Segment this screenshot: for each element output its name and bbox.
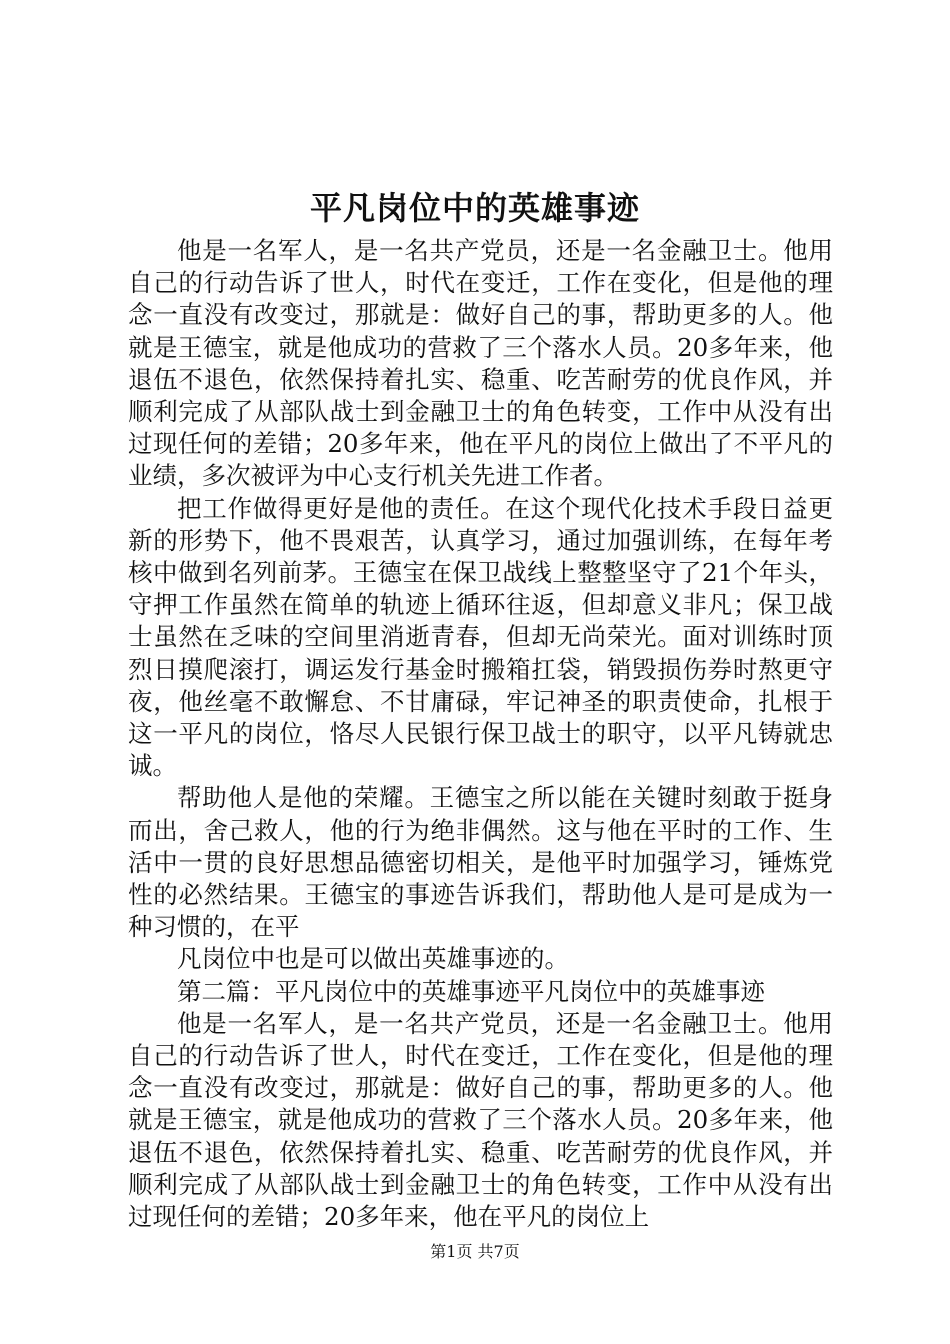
document-body xyxy=(128,235,833,1233)
document-title: 平凡岗位中的英雄事迹 xyxy=(309,189,640,227)
paragraph: 他是一名军人，是一名共产党员，还是一名金融卫士。他用自己的行动告诉了世人，时代在变迁，工作在变化，但是他的理念一直没有改变过，那就是：做好自己的事，帮助更多的人。他就是王德宝，就是他成功的营救了三个落水人员。20多年来，他退伍不退色，依然保持着扎实、稳重、吃苦耐劳的优良作风，并顺利完成了从部队战士到金融卫士的角色转变，工作中从没有出过现任何的差错；20多年来，他在平凡的岗位上 xyxy=(128,1008,833,1232)
paragraph: 把工作做得更好是他的责任。在这个现代化技术手段日益更新的形势下，他不畏艰苦，认真学习，通过加强训练，在每年考核中做到名列前茅。王德宝在保卫战线上整整坚守了21个年头，守押工作虽然在简单的轨迹上循环往返，但却意义非凡；保卫战士虽然在乏味的空间里消逝青春，但却无尚荣光。面对训练时顶烈日摸爬滚打，调运发行基金时搬箱扛袋，销毁损伤券时熬更守夜，他丝毫不敢懈怠、不甘庸碌，牢记神圣的职责使命，扎根于这一平凡的岗位，恪尽人民银行保卫战士的职守，以平凡铸就忠诚。 xyxy=(128,493,833,781)
paragraph: 帮助他人是他的荣耀。王德宝之所以能在关键时刻敢于挺身而出，舍己救人，他的行为绝非偶然。这与他在平时的工作、生活中一贯的良好思想品德密切相关，是他平时加强学习，锤炼党性的必然结果。王德宝的事迹告诉我们，帮助他人是可是成为一种习惯的，在平 xyxy=(128,783,833,942)
paragraph: 他是一名军人，是一名共产党员，还是一名金融卫士。他用自己的行动告诉了世人，时代在变迁，工作在变化，但是他的理念一直没有改变过，那就是：做好自己的事，帮助更多的人。他就是王德宝，就是他成功的营救了三个落水人员。20多年来，他退伍不退色，依然保持着扎实、稳重、吃苦耐劳的优良作风，并顺利完成了从部队战士到金融卫士的角色转变，工作中从没有出过现任何的差错；20多年来，他在平凡的岗位上做出了不平凡的业绩，多次被评为中心支行机关先进工作者。 xyxy=(128,236,833,491)
paragraph: 凡岗位中也是可以做出英雄事迹的。 xyxy=(177,944,569,974)
section-heading: 第二篇：平凡岗位中的英雄事迹平凡岗位中的英雄事迹 xyxy=(177,976,765,1006)
page-footer: 第1页 共7页 xyxy=(430,1242,520,1261)
